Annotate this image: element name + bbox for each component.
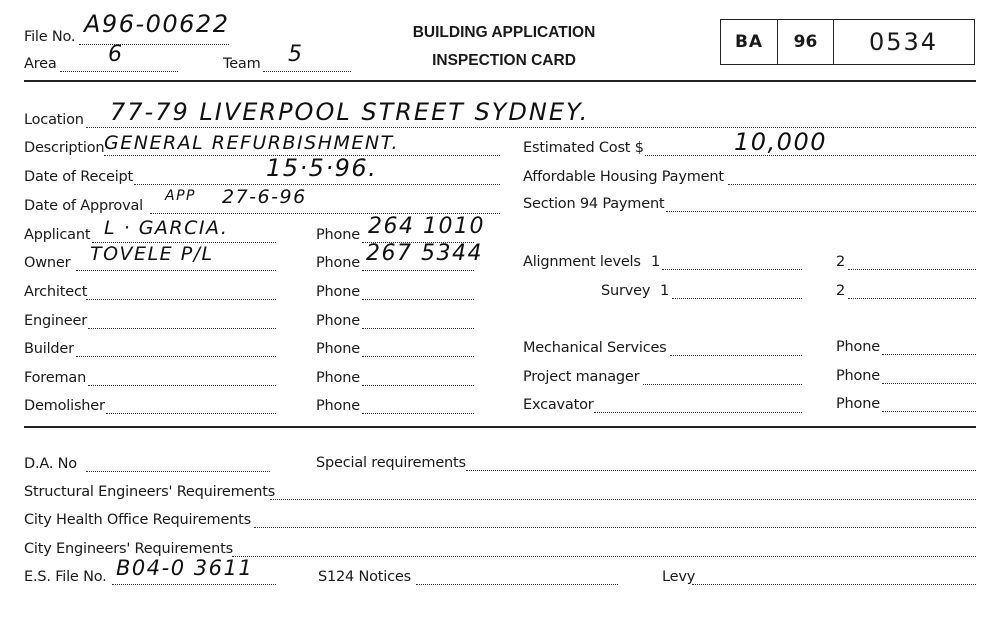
architect-label: Architect bbox=[24, 284, 88, 300]
location-line bbox=[86, 127, 976, 128]
city-engineers-label: City Engineers' Requirements bbox=[24, 541, 233, 557]
foreman-line bbox=[88, 385, 276, 386]
survey-2-line bbox=[848, 298, 976, 299]
form-title-line2: INSPECTION CARD bbox=[432, 52, 576, 69]
survey-label: Survey bbox=[601, 283, 651, 299]
health-line bbox=[254, 527, 976, 528]
date-receipt-value: 15·5·96. bbox=[266, 154, 378, 182]
es-file-value: B04-0 3611 bbox=[116, 556, 254, 580]
estimated-cost-label: Estimated Cost $ bbox=[523, 140, 644, 156]
s124-line bbox=[416, 584, 618, 585]
alignment-1-line bbox=[662, 269, 802, 270]
alignment-2-label: 2 bbox=[836, 254, 846, 270]
city-engineers-line bbox=[232, 556, 976, 557]
header-divider bbox=[24, 80, 976, 82]
date-approval-value: 27-6-96 bbox=[222, 186, 307, 208]
section94-line bbox=[666, 211, 976, 212]
excavator-label: Excavator bbox=[523, 397, 594, 413]
ref-prefix: BA bbox=[734, 32, 764, 52]
mechanical-phone-line bbox=[882, 354, 976, 355]
foreman-phone-line bbox=[362, 385, 474, 386]
reference-box bbox=[720, 19, 975, 65]
architect-line bbox=[86, 299, 276, 300]
project-manager-line bbox=[643, 384, 802, 385]
date-receipt-line bbox=[134, 184, 500, 185]
survey-1-label: 1 bbox=[660, 283, 670, 299]
special-requirements-line bbox=[466, 470, 976, 471]
da-no-line bbox=[86, 471, 270, 472]
es-file-line bbox=[112, 584, 276, 585]
applicant-phone-label: Phone bbox=[316, 227, 360, 243]
ref-number-cell bbox=[833, 20, 973, 64]
s124-label: S124 Notices bbox=[318, 569, 411, 585]
excavator-phone-line bbox=[882, 411, 976, 412]
owner-line bbox=[76, 270, 276, 271]
area-value: 6 bbox=[108, 42, 124, 67]
structural-label: Structural Engineers' Requirements bbox=[24, 484, 276, 500]
engineer-phone-line bbox=[362, 328, 474, 329]
health-label: City Health Office Requirements bbox=[24, 512, 252, 528]
applicant-phone-value: 264 1010 bbox=[368, 214, 485, 239]
excavator-line bbox=[594, 412, 802, 413]
project-manager-phone-line bbox=[882, 383, 976, 384]
mechanical-label: Mechanical Services bbox=[523, 340, 667, 356]
survey-1-line bbox=[672, 298, 802, 299]
description-label: Description bbox=[24, 140, 105, 156]
architect-phone-label: Phone bbox=[316, 284, 360, 300]
architect-phone-line bbox=[362, 299, 474, 300]
date-approval-label: Date of Approval bbox=[24, 198, 143, 214]
team-line bbox=[263, 71, 351, 72]
ref-number: 0534 bbox=[868, 28, 939, 56]
builder-line bbox=[76, 356, 276, 357]
estimated-cost-value: 10,000 bbox=[734, 128, 827, 156]
applicant-label: Applicant bbox=[24, 227, 91, 243]
alignment-2-line bbox=[848, 269, 976, 270]
owner-phone-line bbox=[362, 270, 474, 271]
survey-2-label: 2 bbox=[836, 283, 846, 299]
ref-year-cell bbox=[777, 20, 833, 64]
foreman-phone-label: Phone bbox=[316, 370, 360, 386]
mechanical-line bbox=[670, 355, 802, 356]
details-divider bbox=[24, 426, 976, 428]
alignment-label: Alignment levels bbox=[523, 254, 641, 270]
owner-phone-label: Phone bbox=[316, 255, 360, 271]
owner-value: TOVELE P/L bbox=[90, 243, 214, 265]
location-value: 77-79 LIVERPOOL STREET SYDNEY. bbox=[110, 98, 590, 126]
foreman-label: Foreman bbox=[24, 370, 87, 386]
builder-label: Builder bbox=[24, 341, 74, 357]
engineer-label: Engineer bbox=[24, 313, 87, 329]
form-title-line1: BUILDING APPLICATION bbox=[412, 24, 596, 41]
engineer-phone-label: Phone bbox=[316, 313, 360, 329]
builder-phone-line bbox=[362, 356, 474, 357]
demolisher-phone-line bbox=[362, 413, 474, 414]
excavator-phone-label: Phone bbox=[836, 396, 880, 412]
description-value: GENERAL REFURBISHMENT. bbox=[104, 132, 400, 154]
file-no-label: File No. bbox=[24, 29, 76, 45]
owner-phone-value: 267 5344 bbox=[366, 241, 483, 266]
alignment-1-label: 1 bbox=[651, 254, 661, 270]
project-manager-label: Project manager bbox=[523, 369, 640, 385]
demolisher-line bbox=[106, 413, 276, 414]
levy-label: Levy bbox=[662, 569, 696, 585]
project-manager-phone-label: Phone bbox=[836, 368, 880, 384]
team-value: 5 bbox=[288, 42, 304, 67]
demolisher-phone-label: Phone bbox=[316, 398, 360, 414]
mechanical-phone-label: Phone bbox=[836, 339, 880, 355]
affordable-label: Affordable Housing Payment bbox=[523, 169, 724, 185]
special-requirements-label: Special requirements bbox=[316, 455, 466, 471]
applicant-value: L · GARCIA. bbox=[104, 217, 229, 239]
levy-line bbox=[692, 584, 976, 585]
demolisher-label: Demolisher bbox=[24, 398, 105, 414]
da-no-label: D.A. No bbox=[24, 456, 77, 472]
area-line bbox=[60, 71, 178, 72]
ref-prefix-cell bbox=[721, 20, 777, 64]
section94-label: Section 94 Payment bbox=[523, 196, 665, 212]
file-no-value: A96-00622 bbox=[84, 10, 230, 38]
affordable-line bbox=[728, 184, 976, 185]
team-label: Team bbox=[223, 56, 261, 72]
date-receipt-label: Date of Receipt bbox=[24, 169, 134, 185]
area-label: Area bbox=[24, 56, 57, 72]
owner-label: Owner bbox=[24, 255, 71, 271]
builder-phone-label: Phone bbox=[316, 341, 360, 357]
engineer-line bbox=[88, 328, 276, 329]
file-no-line bbox=[79, 44, 229, 45]
ref-year: 96 bbox=[793, 32, 818, 52]
location-label: Location bbox=[24, 112, 84, 128]
date-approval-prefix: APP bbox=[165, 188, 196, 204]
es-file-label: E.S. File No. bbox=[24, 569, 107, 585]
structural-line bbox=[270, 499, 976, 500]
